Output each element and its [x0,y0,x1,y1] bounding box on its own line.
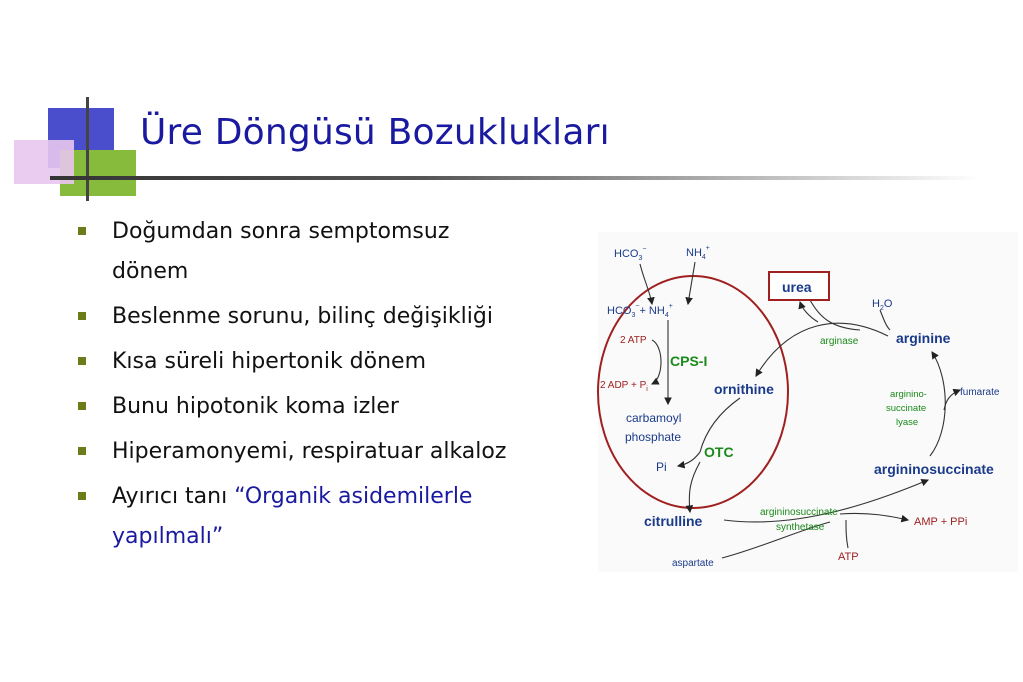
label-carbamoyl: carbamoyl [626,411,682,425]
enzyme-synthetase-line1: argininosuccinate [760,507,838,518]
label-argininosuccinate: argininosuccinate [874,461,994,477]
enzyme-arginase: arginase [820,336,859,347]
label-citrulline: citrulline [644,513,703,529]
label-aspartate: aspartate [672,558,714,569]
label-2adp: 2 ADP + $P_i$ [600,380,648,393]
enzyme-lyase-line1: arginino- [890,389,927,400]
bullet-item: Hiperamonyemi, respiratuar alkaloz [76,432,526,472]
label-pi: Pi [656,460,667,474]
label-arginine: arginine [896,330,951,346]
bullet-item: Ayırıcı tanı “Organik asidemilerle yapılmalı” [76,477,526,557]
bullet-item: Bunu hipotonik koma izler [76,387,526,427]
enzyme-synthetase-line2: synthetase [776,522,825,533]
label-nh4: $NH_4^+$ [686,245,710,261]
label-hco3: $HCO_3^-$ [614,246,647,262]
bullet-item: Doğumdan sonra semptomsuz dönem [76,212,526,292]
label-hco3-nh4-inner: $HCO_3^-+ NH_4^+$ [607,303,673,319]
bullet-item: Kısa süreli hipertonik dönem [76,342,526,382]
enzyme-lyase-line3: lyase [896,417,919,428]
label-fumarate: fumarate [960,387,1000,398]
label-ornithine: ornithine [714,381,774,397]
label-atp: ATP [838,551,859,563]
slide-title: Üre Döngüsü Bozuklukları [140,112,610,153]
label-urea: urea [782,279,812,295]
enzyme-otc: OTC [704,444,734,460]
label-h2o: $H_2O$ [872,298,893,312]
bullet-item: Beslenme sorunu, bilinç değişikliği [76,297,526,337]
label-amp-ppi: AMP + PPi [914,516,968,528]
enzyme-cps1: CPS-I [670,353,708,369]
label-phosphate: phosphate [625,430,682,444]
enzyme-lyase-line2: succinate [886,403,927,414]
label-2atp: 2 ATP [620,335,647,346]
